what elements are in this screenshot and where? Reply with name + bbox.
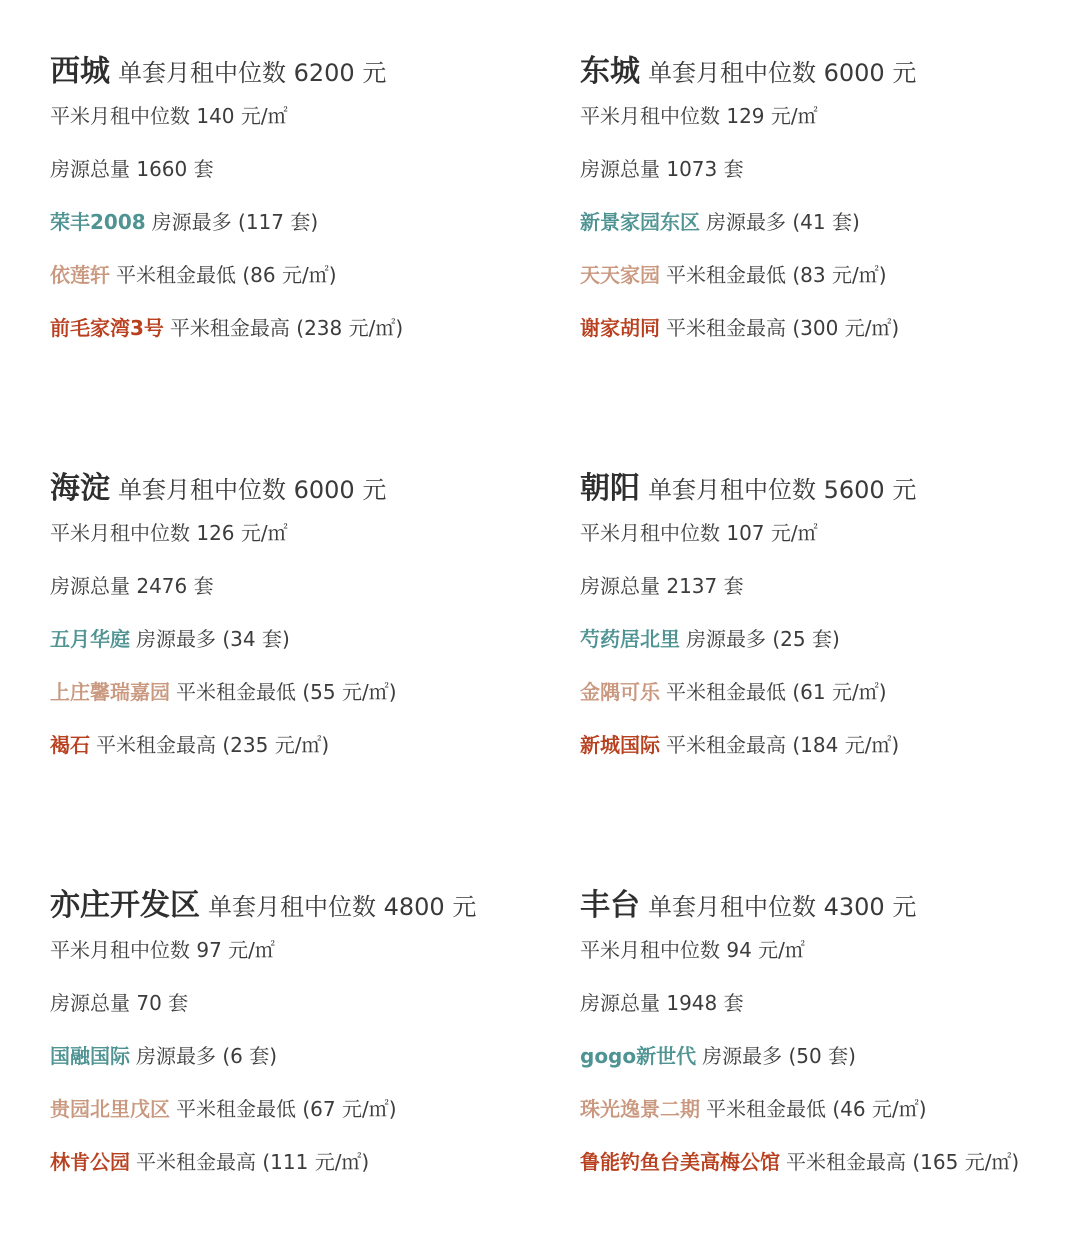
most-listings-row — [50, 1042, 277, 1070]
most-listings-row — [580, 1042, 856, 1070]
highest-rent-row — [50, 731, 329, 759]
highest-rent-community: 前毛家湾3号 — [50, 316, 164, 340]
lowest-rent-community: 上庄馨瑞嘉园 — [50, 680, 170, 704]
most-listings-row — [580, 625, 840, 653]
district-card-haidian — [50, 469, 550, 769]
district-card-fengtai — [580, 886, 1080, 1186]
most-listings-community: 国融国际 — [50, 1044, 130, 1068]
listing-total: 房源总量 1660 套 — [50, 157, 214, 181]
lowest-rent-row — [580, 261, 887, 289]
listing-total: 房源总量 2476 套 — [50, 574, 214, 598]
highest-rent-text: 平米租金最高 (300 元/㎡) — [666, 316, 900, 340]
lowest-rent-row — [50, 678, 397, 706]
lowest-rent-text: 平米租金最低 (61 元/㎡) — [666, 680, 887, 704]
highest-rent-row — [580, 1148, 1019, 1176]
highest-rent-text: 平米租金最高 (111 元/㎡) — [136, 1150, 370, 1174]
most-listings-community: 芍药居北里 — [580, 627, 680, 651]
lowest-rent-community: 金隅可乐 — [580, 680, 660, 704]
district-card-dongcheng — [580, 52, 1080, 352]
lowest-rent-text: 平米租金最低 (86 元/㎡) — [116, 263, 337, 287]
sqm-rent-median: 平米月租中位数 140 元/㎡ — [50, 104, 288, 128]
district-heading — [50, 469, 550, 509]
highest-rent-community: 新城国际 — [580, 733, 660, 757]
unit-rent-median: 单套月租中位数 5600 元 — [648, 476, 917, 504]
most-listings-community: gogo新世代 — [580, 1044, 697, 1068]
lowest-rent-text: 平米租金最低 (55 元/㎡) — [176, 680, 397, 704]
sqm-rent-median: 平米月租中位数 97 元/㎡ — [50, 938, 275, 962]
most-listings-community: 新景家园东区 — [580, 210, 700, 234]
district-heading — [50, 886, 550, 926]
most-listings-community: 荣丰2008 — [50, 210, 146, 234]
unit-rent-median: 单套月租中位数 6200 元 — [118, 59, 387, 87]
highest-rent-row — [580, 314, 899, 342]
highest-rent-text: 平米租金最高 (235 元/㎡) — [96, 733, 330, 757]
highest-rent-text: 平米租金最高 (184 元/㎡) — [666, 733, 900, 757]
lowest-rent-community: 珠光逸景二期 — [580, 1097, 700, 1121]
district-name: 朝阳 — [580, 471, 640, 506]
lowest-rent-row — [580, 678, 887, 706]
highest-rent-row — [50, 1148, 369, 1176]
highest-rent-community: 谢家胡同 — [580, 316, 660, 340]
lowest-rent-row — [580, 1095, 927, 1123]
lowest-rent-row — [50, 1095, 397, 1123]
district-name: 丰台 — [580, 888, 640, 923]
highest-rent-community: 鲁能钓鱼台美高梅公馆 — [580, 1150, 780, 1174]
sqm-rent-median: 平米月租中位数 107 元/㎡ — [580, 521, 818, 545]
most-listings-text: 房源最多 (41 套) — [706, 210, 860, 234]
district-card-yizhuang — [50, 886, 550, 1186]
district-heading — [580, 52, 1080, 92]
highest-rent-community: 林肯公园 — [50, 1150, 130, 1174]
highest-rent-community: 褐石 — [50, 733, 90, 757]
most-listings-text: 房源最多 (50 套) — [702, 1044, 856, 1068]
district-name: 东城 — [580, 54, 640, 89]
most-listings-text: 房源最多 (117 套) — [151, 210, 319, 234]
sqm-rent-median: 平米月租中位数 126 元/㎡ — [50, 521, 288, 545]
listing-total: 房源总量 1948 套 — [580, 991, 744, 1015]
unit-rent-median: 单套月租中位数 6000 元 — [118, 476, 387, 504]
highest-rent-text: 平米租金最高 (165 元/㎡) — [786, 1150, 1020, 1174]
most-listings-community: 五月华庭 — [50, 627, 130, 651]
lowest-rent-community: 依莲轩 — [50, 263, 110, 287]
district-card-chaoyang — [580, 469, 1080, 769]
listing-total: 房源总量 1073 套 — [580, 157, 744, 181]
sqm-rent-median: 平米月租中位数 129 元/㎡ — [580, 104, 818, 128]
most-listings-row — [580, 208, 860, 236]
highest-rent-text: 平米租金最高 (238 元/㎡) — [169, 316, 404, 340]
unit-rent-median: 单套月租中位数 6000 元 — [648, 59, 917, 87]
highest-rent-row — [50, 314, 403, 342]
district-heading — [50, 52, 550, 92]
most-listings-text: 房源最多 (34 套) — [136, 627, 290, 651]
most-listings-row — [50, 625, 290, 653]
district-heading — [580, 886, 1080, 926]
listing-total: 房源总量 70 套 — [50, 991, 189, 1015]
highest-rent-row — [580, 731, 899, 759]
district-name: 海淀 — [50, 471, 110, 506]
most-listings-text: 房源最多 (6 套) — [136, 1044, 278, 1068]
most-listings-text: 房源最多 (25 套) — [686, 627, 840, 651]
district-name: 亦庄开发区 — [50, 888, 200, 923]
unit-rent-median: 单套月租中位数 4300 元 — [648, 893, 917, 921]
listing-total: 房源总量 2137 套 — [580, 574, 744, 598]
lowest-rent-row — [50, 261, 337, 289]
lowest-rent-text: 平米租金最低 (83 元/㎡) — [666, 263, 887, 287]
lowest-rent-text: 平米租金最低 (46 元/㎡) — [706, 1097, 927, 1121]
district-name: 西城 — [50, 54, 110, 89]
most-listings-row — [50, 208, 318, 236]
district-heading — [580, 469, 1080, 509]
sqm-rent-median: 平米月租中位数 94 元/㎡ — [580, 938, 805, 962]
lowest-rent-community: 贵园北里戊区 — [50, 1097, 170, 1121]
district-card-xicheng — [50, 52, 550, 352]
lowest-rent-community: 天天家园 — [580, 263, 660, 287]
lowest-rent-text: 平米租金最低 (67 元/㎡) — [176, 1097, 397, 1121]
unit-rent-median: 单套月租中位数 4800 元 — [208, 893, 477, 921]
